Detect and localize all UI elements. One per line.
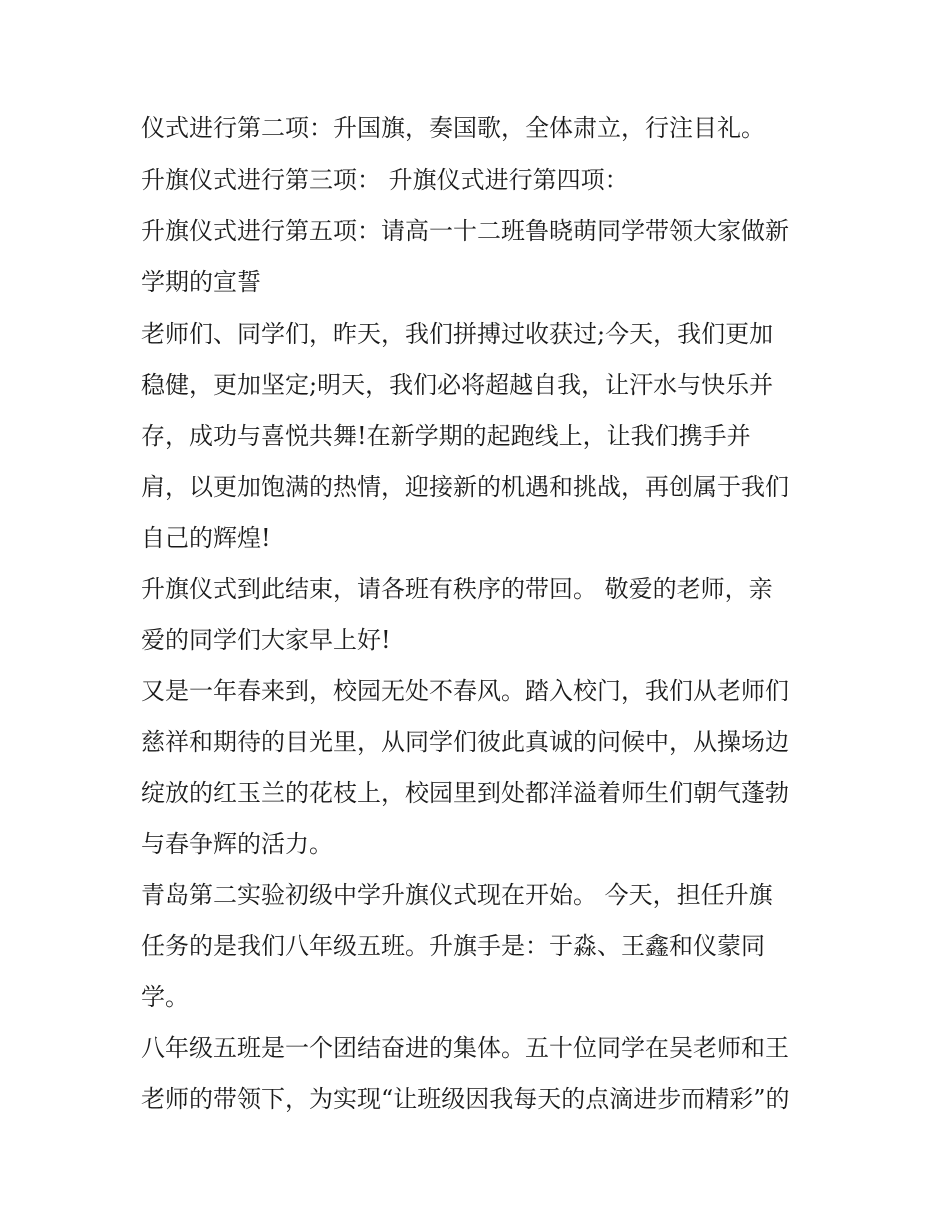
text-line: 慈祥和期待的目光里，从同学们彼此真诚的问候中，从操场边	[141, 728, 789, 756]
text-line: 存，成功与喜悦共舞!在新学期的起跑线上，让我们携手并	[141, 422, 751, 450]
text-line: 仪式进行第二项：升国旗，奏国歌，全体肃立，行注目礼。	[141, 114, 765, 142]
text-line: 升旗仪式进行第三项： 升旗仪式进行第四项：	[141, 166, 629, 194]
text-line: 肩，以更加饱满的热情，迎接新的机遇和挑战，再创属于我们	[141, 473, 789, 501]
text-line: 学期的宣誓	[141, 268, 261, 296]
text-line: 又是一年春来到，校园无处不春风。踏入校门，我们从老师们	[141, 677, 789, 705]
text-line: 自己的辉煌!	[141, 524, 271, 552]
text-line: 与春争辉的活力。	[141, 830, 333, 858]
text-line: 学。	[141, 983, 189, 1011]
text-line: 老师的带领下，为实现“让班级因我每天的点滴进步而精彩”的	[141, 1085, 790, 1113]
text-line: 老师们、同学们，昨天，我们拼搏过收获过;今天，我们更加	[141, 320, 774, 348]
text-line: 绽放的红玉兰的花枝上，校园里到处都洋溢着师生们朝气蓬勃	[141, 779, 789, 807]
text-line: 稳健，更加坚定;明天，我们必将超越自我，让汗水与快乐并	[141, 371, 774, 399]
text-line: 八年级五班是一个团结奋进的集体。五十位同学在吴老师和王	[141, 1034, 789, 1062]
text-line: 青岛第二实验初级中学升旗仪式现在开始。 今天，担任升旗	[141, 881, 773, 909]
text-line: 升旗仪式到此结束，请各班有秩序的带回。 敬爱的老师，亲	[141, 575, 773, 603]
text-line: 升旗仪式进行第五项：请高一十二班鲁晓萌同学带领大家做新	[141, 217, 789, 245]
text-line: 爱的同学们大家早上好!	[141, 626, 391, 654]
text-line: 任务的是我们八年级五班。升旗手是：于淼、王鑫和仪蒙同	[141, 932, 765, 960]
